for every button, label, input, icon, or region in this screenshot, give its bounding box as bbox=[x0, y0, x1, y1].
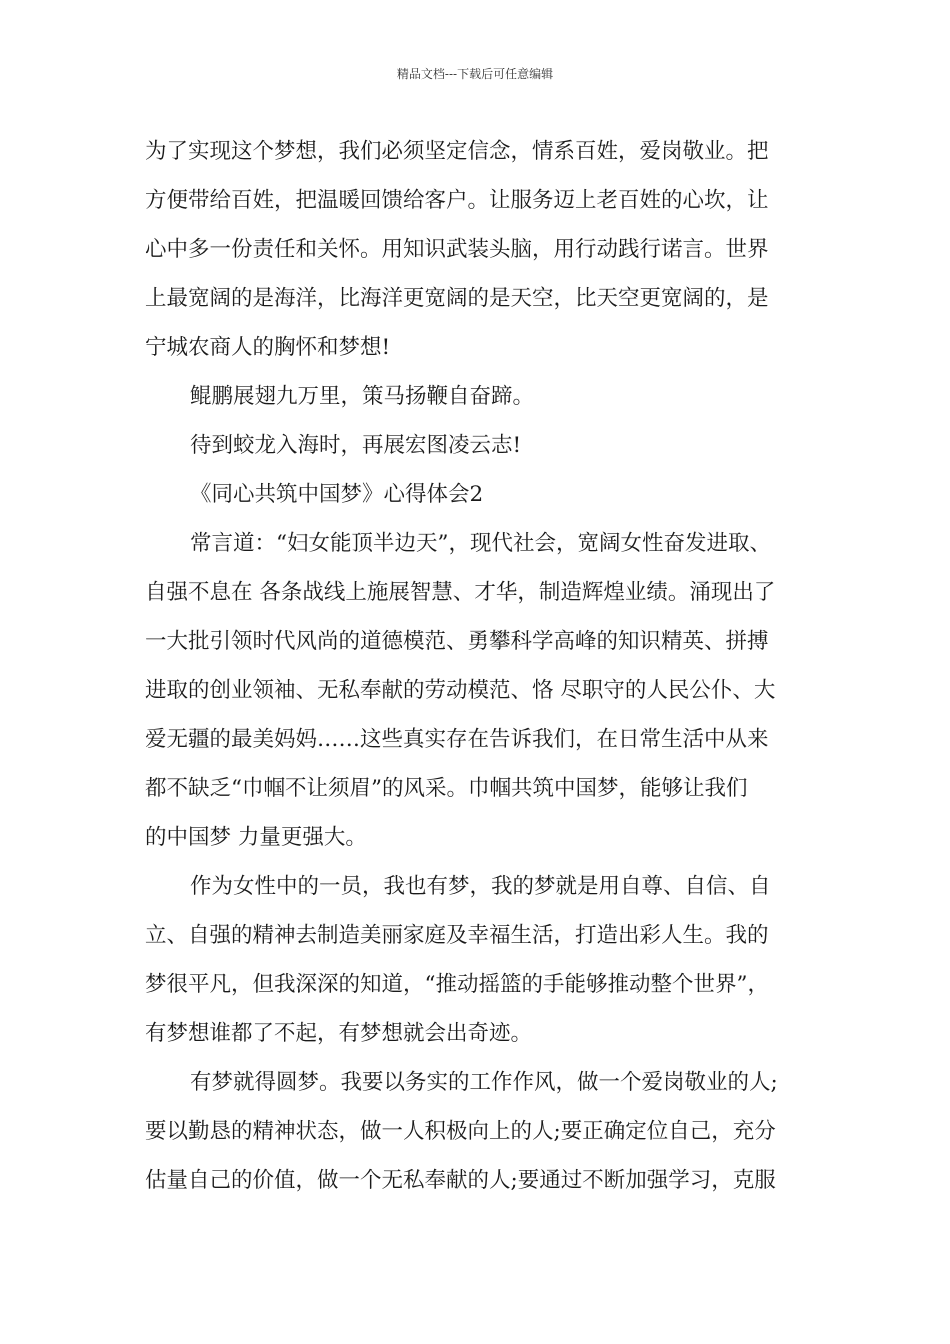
page-header: 精品文档---下载后可任意编辑 bbox=[396, 67, 554, 81]
text-line: 上最宽阔的是海洋，比海洋更宽阔的是天空，比天空更宽阔的，是 bbox=[145, 286, 769, 311]
text-line: 方便带给百姓，把温暖回馈给客户。让服务迈上老百姓的心坎，让 bbox=[145, 188, 769, 213]
text-line: 自强不息在 各条战线上施展智慧、才华，制造辉煌业绩。涌现出了 bbox=[145, 580, 776, 605]
text-line: 要以勤恳的精神状态，做一人积极向上的人;要正确定位自己，充分 bbox=[145, 1119, 776, 1144]
poem-line: 鲲鹏展翅九万里，策马扬鞭自奋蹄。 bbox=[190, 384, 535, 409]
text-line: 立、自强的精神去制造美丽家庭及幸福生活，打造出彩人生。我的 bbox=[145, 923, 769, 948]
poem-line: 待到蛟龙入海时，再展宏图凌云志! bbox=[190, 433, 522, 458]
document-body bbox=[145, 127, 815, 1205]
text-line: 心中多一份责任和关怀。用知识武装头脑，用行动践行诺言。世界 bbox=[145, 237, 769, 262]
text-line: 有梦就得圆梦。我要以务实的工作作风，做一个爱岗敬业的人; bbox=[190, 1070, 778, 1095]
text-line: 梦很平凡，但我深深的知道，“推动摇篮的手能够推动整个世界”， bbox=[145, 972, 769, 997]
text-line: 的中国梦 力量更强大。 bbox=[145, 825, 367, 850]
text-line: 估量自己的价值，做一个无私奉献的人;要通过不断加强学习，克服 bbox=[145, 1168, 776, 1193]
text-line: 有梦想谁都了不起，有梦想就会出奇迹。 bbox=[145, 1021, 533, 1046]
text-line: 宁城农商人的胸怀和梦想! bbox=[145, 335, 391, 360]
section-title: 《同心共筑中国梦》心得体会2 bbox=[190, 482, 484, 507]
text-line: 常言道：“妇女能顶半边天”，现代社会，宽阔女性奋发进取、 bbox=[190, 531, 771, 556]
text-line: 一大批引领时代风尚的道德模范、勇攀科学高峰的知识精英、拼搏 bbox=[145, 629, 769, 654]
text-line: 爱无疆的最美妈妈……这些真实存在告诉我们，在日常生活中从来 bbox=[145, 727, 769, 752]
text-line: 都不缺乏“巾帼不让须眉”的风采。巾帼共筑中国梦，能够让我们 bbox=[145, 776, 748, 801]
text-line: 为了实现这个梦想，我们必须坚定信念，情系百姓，爱岗敬业。把 bbox=[145, 139, 769, 164]
text-line: 作为女性中的一员，我也有梦，我的梦就是用自尊、自信、自 bbox=[190, 874, 771, 899]
text-line: 进取的创业领袖、无私奉献的劳动模范、恪 尽职守的人民公仆、大 bbox=[145, 678, 776, 703]
